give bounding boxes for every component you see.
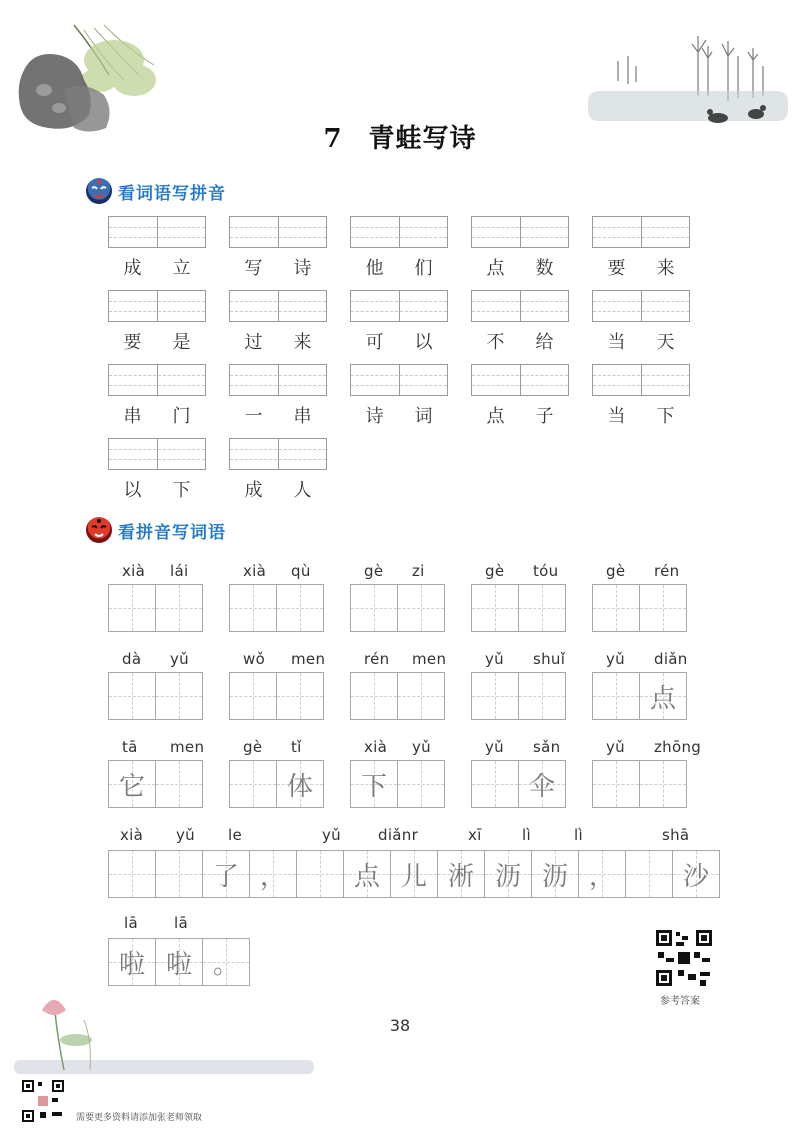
pinyin-syllable: yǔ	[412, 738, 431, 756]
pinyin-answer-box[interactable]	[471, 364, 569, 396]
writing-cell[interactable]	[471, 584, 519, 632]
vocab-word	[108, 402, 206, 428]
vocab-char: 下	[172, 480, 191, 501]
pinyin-syllable: gè	[364, 562, 384, 580]
vocab-char: 立	[172, 258, 191, 279]
vocab-char: 他	[365, 258, 384, 279]
vocab-char: 给	[535, 332, 554, 353]
pinyin-syllable: yǔ	[170, 650, 189, 668]
character-grid	[592, 584, 686, 632]
pinyin-syllable: lì	[574, 826, 583, 844]
pinyin-answer-box[interactable]	[108, 216, 206, 248]
writing-cell[interactable]	[471, 672, 519, 720]
vocab-char: 成	[123, 258, 142, 279]
pinyin-answer-box[interactable]	[229, 216, 327, 248]
pinyin-syllable: sǎn	[533, 738, 561, 756]
character-grid	[229, 672, 323, 720]
pinyin-answer-box[interactable]	[471, 216, 569, 248]
vocab-char: 诗	[365, 406, 384, 427]
writing-cell[interactable]	[578, 850, 626, 898]
cell-char: 它	[118, 771, 145, 802]
pinyin-syllable: lái	[170, 562, 189, 580]
writing-cell[interactable]	[639, 760, 687, 808]
vocab-char: 是	[172, 332, 191, 353]
vocab-char: 要	[607, 258, 626, 279]
vocab-char: 成	[244, 480, 263, 501]
pinyin-syllable: shuǐ	[533, 650, 566, 668]
pinyin-syllable: gè	[485, 562, 505, 580]
footer-qr-code[interactable]	[20, 1078, 66, 1124]
vocab-word	[229, 328, 327, 354]
vocab-word	[592, 402, 690, 428]
pinyin-answer-box[interactable]	[592, 364, 690, 396]
cell-char: 点	[353, 861, 380, 892]
vocab-char: 以	[414, 332, 433, 353]
pinyin-syllable: shā	[662, 826, 690, 844]
character-grid	[229, 584, 323, 632]
writing-cell[interactable]	[531, 850, 579, 898]
pinyin-syllable: le	[228, 826, 242, 844]
character-grid	[471, 584, 565, 632]
vocab-word	[229, 476, 327, 502]
pinyin-syllable: gè	[243, 738, 263, 756]
writing-cell[interactable]	[202, 850, 250, 898]
cell-char: 啦	[118, 949, 145, 980]
pinyin-syllable: yǔ	[322, 826, 341, 844]
cell-char: 沥	[541, 861, 568, 892]
vocab-char: 人	[293, 480, 312, 501]
writing-cell[interactable]	[155, 672, 203, 720]
pinyin-syllable: xī	[468, 826, 482, 844]
pinyin-answer-box[interactable]	[108, 290, 206, 322]
writing-cell[interactable]	[249, 850, 297, 898]
writing-cell[interactable]	[397, 760, 445, 808]
character-grid	[350, 760, 444, 808]
writing-cell[interactable]	[276, 760, 324, 808]
pinyin-syllable: xià	[243, 562, 267, 580]
writing-cell[interactable]	[155, 760, 203, 808]
pinyin-syllable: qù	[291, 562, 311, 580]
writing-cell[interactable]	[484, 850, 532, 898]
vocab-char: 点	[486, 406, 505, 427]
pinyin-answer-box[interactable]	[592, 216, 690, 248]
character-grid	[592, 760, 686, 808]
lesson-number: 7	[323, 124, 343, 154]
vocab-char: 以	[123, 480, 142, 501]
writing-cell[interactable]	[592, 760, 640, 808]
character-grid	[108, 584, 202, 632]
pinyin-syllable: yǔ	[176, 826, 195, 844]
pinyin-answer-box[interactable]	[350, 290, 448, 322]
pinyin-syllable: men	[291, 650, 326, 668]
lesson-title	[0, 118, 800, 155]
pinyin-answer-box[interactable]	[592, 290, 690, 322]
vocab-char: 天	[656, 332, 675, 353]
answer-qr-code[interactable]	[654, 928, 714, 988]
vocab-char: 们	[414, 258, 433, 279]
pinyin-answer-box[interactable]	[108, 364, 206, 396]
cell-char: 点	[649, 683, 676, 714]
writing-cell[interactable]	[108, 760, 156, 808]
writing-cell[interactable]	[397, 584, 445, 632]
pinyin-syllable: zhōng	[654, 738, 702, 756]
writing-cell[interactable]	[296, 850, 344, 898]
vocab-word	[592, 254, 690, 280]
cell-char: 。	[212, 949, 239, 980]
writing-cell[interactable]	[625, 850, 673, 898]
pinyin-syllable: yǔ	[606, 738, 625, 756]
writing-cell[interactable]	[155, 584, 203, 632]
pinyin-answer-box[interactable]	[229, 438, 327, 470]
sentence-grid	[108, 938, 249, 986]
lotus-illustration	[14, 990, 324, 1090]
cell-char: ，	[588, 861, 615, 892]
pinyin-syllable: men	[170, 738, 205, 756]
character-grid	[350, 672, 444, 720]
vocab-word	[471, 402, 569, 428]
qr-code-label: 参考答案	[660, 996, 700, 1007]
character-grid	[108, 760, 202, 808]
writing-cell[interactable]	[155, 850, 203, 898]
vocab-word	[229, 402, 327, 428]
cell-char: 淅	[447, 861, 474, 892]
vocab-char: 诗	[293, 258, 312, 279]
pinyin-syllable: lì	[522, 826, 531, 844]
footer-note: 需要更多资料请添加张老师领取	[76, 1113, 203, 1123]
character-grid	[471, 760, 565, 808]
pinyin-syllable: zi	[412, 562, 425, 580]
pinyin-syllable: diǎnr	[378, 826, 419, 844]
pinyin-syllable: tǐ	[291, 738, 302, 756]
vocab-word	[471, 254, 569, 280]
section-title: 看词语写拼音	[118, 183, 226, 204]
cell-char: 沙	[682, 861, 709, 892]
vocab-word	[350, 402, 448, 428]
writing-cell[interactable]	[108, 938, 156, 986]
writing-cell[interactable]	[229, 584, 277, 632]
cell-char: 了	[212, 861, 239, 892]
pinyin-syllable: rén	[364, 650, 390, 668]
vocab-word	[229, 254, 327, 280]
vocab-char: 词	[414, 406, 433, 427]
pinyin-syllable: wǒ	[243, 650, 266, 668]
pinyin-answer-box[interactable]	[229, 364, 327, 396]
pinyin-syllable: yǔ	[485, 650, 504, 668]
character-grid	[108, 672, 202, 720]
vocab-word	[350, 254, 448, 280]
pinyin-syllable: yǔ	[485, 738, 504, 756]
writing-cell[interactable]	[518, 760, 566, 808]
writing-cell[interactable]	[229, 760, 277, 808]
writing-cell[interactable]	[592, 584, 640, 632]
writing-cell[interactable]	[350, 760, 398, 808]
pinyin-answer-box[interactable]	[350, 216, 448, 248]
vocab-char: 点	[486, 258, 505, 279]
pinyin-syllable: tóu	[533, 562, 559, 580]
pinyin-syllable: xià	[120, 826, 144, 844]
writing-cell[interactable]	[350, 672, 398, 720]
vocab-word	[471, 328, 569, 354]
cell-char: ，	[259, 861, 286, 892]
writing-cell[interactable]	[397, 672, 445, 720]
writing-cell[interactable]	[229, 672, 277, 720]
vocab-word	[592, 328, 690, 354]
lesson-name: 青蛙写诗	[368, 124, 477, 154]
vocab-word	[350, 328, 448, 354]
opera-mask-icon	[86, 178, 112, 204]
pinyin-syllable: yǔ	[606, 650, 625, 668]
pinyin-syllable: gè	[606, 562, 626, 580]
pinyin-syllable: diǎn	[654, 650, 688, 668]
writing-cell[interactable]	[639, 672, 687, 720]
writing-cell[interactable]	[672, 850, 720, 898]
vocab-char: 一	[244, 406, 263, 427]
vocab-char: 当	[607, 332, 626, 353]
vocab-char: 要	[123, 332, 142, 353]
cell-char: 下	[360, 771, 387, 802]
vocab-char: 门	[172, 406, 191, 427]
sentence-grid	[108, 850, 719, 898]
pinyin-answer-box[interactable]	[229, 290, 327, 322]
opera-mask-icon	[86, 517, 112, 543]
page-number: 38	[389, 1016, 411, 1035]
writing-cell[interactable]	[276, 584, 324, 632]
vocab-char: 可	[365, 332, 384, 353]
pinyin-syllable: men	[412, 650, 447, 668]
writing-cell[interactable]	[471, 760, 519, 808]
section-header-write-pinyin	[86, 175, 226, 207]
writing-cell[interactable]	[350, 584, 398, 632]
writing-cell[interactable]	[155, 938, 203, 986]
writing-cell[interactable]	[202, 938, 250, 986]
character-grid	[471, 672, 565, 720]
vocab-word	[108, 328, 206, 354]
cell-char: 伞	[528, 771, 555, 802]
vocab-char: 当	[607, 406, 626, 427]
character-grid	[592, 672, 686, 720]
cell-char: 体	[286, 771, 313, 802]
vocab-char: 串	[123, 406, 142, 427]
writing-cell[interactable]	[639, 584, 687, 632]
writing-cell[interactable]	[390, 850, 438, 898]
pinyin-syllable: xià	[364, 738, 388, 756]
writing-cell[interactable]	[108, 584, 156, 632]
vocab-char: 写	[244, 258, 263, 279]
writing-cell[interactable]	[592, 672, 640, 720]
writing-cell[interactable]	[518, 584, 566, 632]
vocab-char: 数	[535, 258, 554, 279]
pinyin-answer-box[interactable]	[108, 438, 206, 470]
section-header-write-words	[86, 514, 226, 546]
section-title: 看拼音写词语	[118, 522, 226, 543]
writing-cell[interactable]	[108, 672, 156, 720]
pinyin-syllable: lā	[124, 914, 138, 932]
writing-cell[interactable]	[437, 850, 485, 898]
vocab-char: 不	[486, 332, 505, 353]
vocab-char: 来	[293, 332, 312, 353]
pinyin-syllable: xià	[122, 562, 146, 580]
vocab-char: 串	[293, 406, 312, 427]
vocab-word	[108, 476, 206, 502]
vocab-char: 来	[656, 258, 675, 279]
writing-cell[interactable]	[108, 850, 156, 898]
cell-char: 啦	[165, 949, 192, 980]
vocab-char: 子	[535, 406, 554, 427]
character-grid	[229, 760, 323, 808]
pinyin-syllable: dà	[122, 650, 142, 668]
pinyin-answer-box[interactable]	[471, 290, 569, 322]
cell-char: 沥	[494, 861, 521, 892]
pinyin-syllable: lā	[174, 914, 188, 932]
vocab-char: 下	[656, 406, 675, 427]
vocab-char: 过	[244, 332, 263, 353]
vocab-word	[108, 254, 206, 280]
pinyin-syllable: tā	[122, 738, 138, 756]
writing-cell[interactable]	[276, 672, 324, 720]
character-grid	[350, 584, 444, 632]
writing-cell[interactable]	[518, 672, 566, 720]
pinyin-syllable: rén	[654, 562, 680, 580]
pinyin-answer-box[interactable]	[350, 364, 448, 396]
cell-char: 儿	[400, 861, 427, 892]
writing-cell[interactable]	[343, 850, 391, 898]
